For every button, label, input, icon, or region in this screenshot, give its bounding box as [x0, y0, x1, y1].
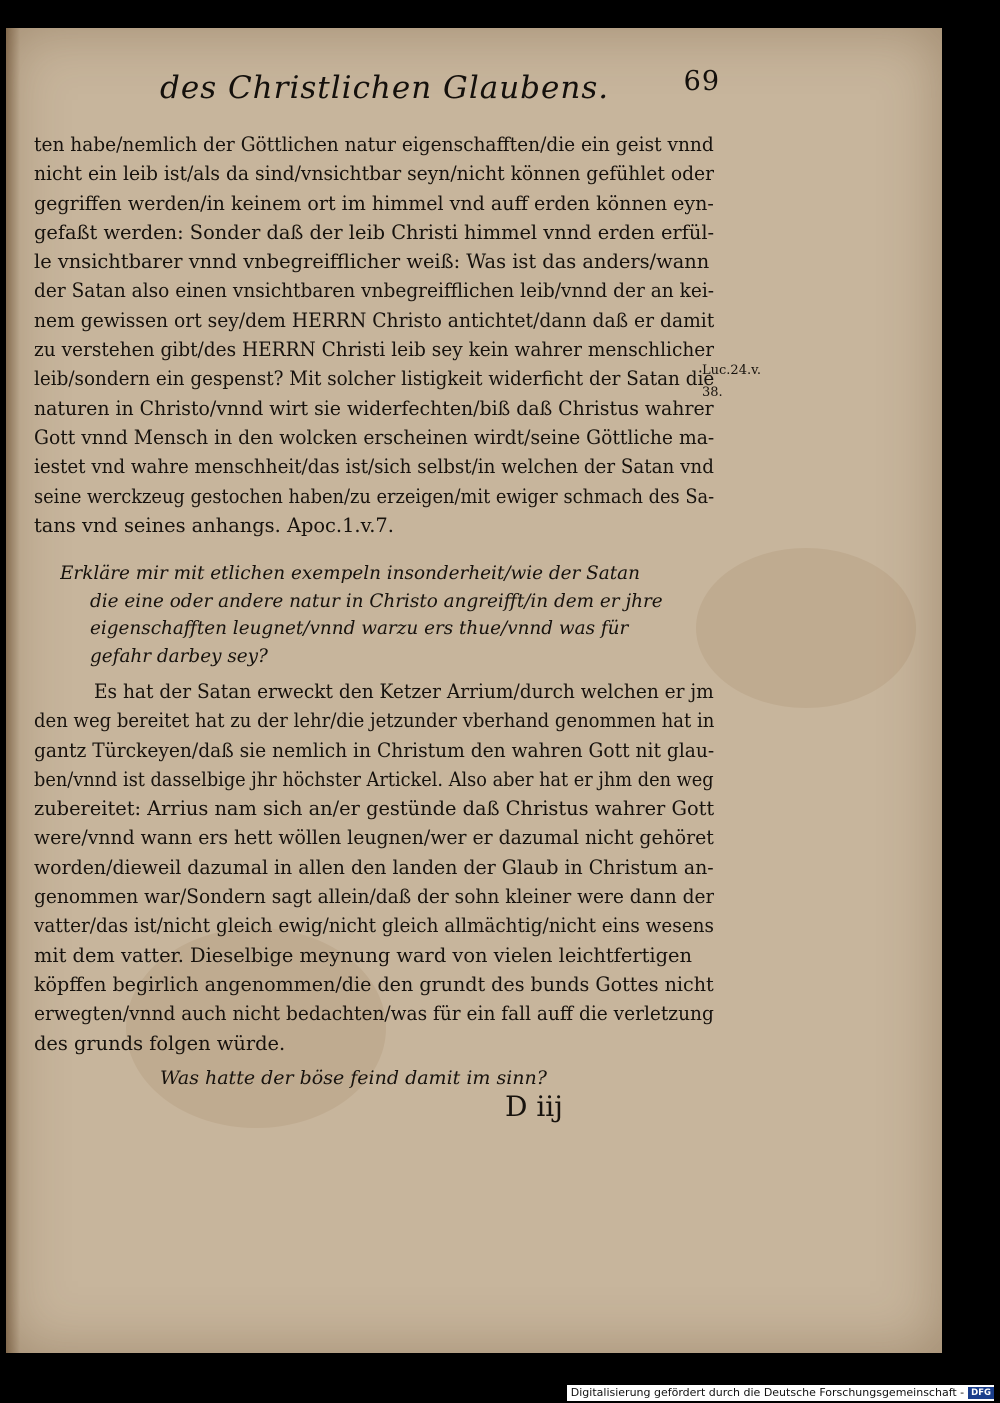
text-line: genommen war/Sondern sagt allein/daß der sohn kleiner were dann der [34, 885, 714, 909]
question-line: die eine oder andere natur in Christo angreifft/in dem er jhre [90, 590, 663, 612]
text-line: le vnsichtbarer vnnd vnbegreifflicher weiß: Was ist das anders/wann [34, 250, 710, 274]
paragraph-1 [34, 130, 714, 540]
signature-mark: D iij [505, 1090, 563, 1123]
text-line: den weg bereitet hat zu der lehr/die jetzunder vberhand genommen hat in [34, 709, 714, 733]
text-line: tans vnd seines anhangs. Apoc.1.v.7. [34, 513, 394, 537]
text-line: Gott vnnd Mensch in den wolcken erscheinen wirdt/seine Göttliche ma- [34, 425, 714, 449]
paragraph-2 [34, 677, 714, 1058]
text-line: zu verstehen gibt/des HERRN Christi leib sey kein wahrer menschlicher [34, 338, 714, 362]
question-line: Erkläre mir mit etlichen exempeln insonderheit/wie der Satan [60, 563, 640, 584]
question-heading-2: Was hatte der böse feind damit im sinn? [160, 1067, 547, 1089]
page-number: 69 [683, 66, 720, 97]
question-line: gefahr darbey sey? [90, 645, 268, 667]
text-line: leib/sondern ein gespenst? Mit solcher listigkeit widerficht der Satan die [34, 367, 714, 391]
paper-stain [696, 548, 916, 708]
text-line: ben/vnnd ist dasselbige jhr höchster Artickel. Also aber hat er jhm den weg [34, 767, 714, 791]
text-line: gantz Türckeyen/daß sie nemlich in Christum den wahren Gott nit glau- [34, 738, 714, 762]
margin-note [702, 360, 761, 404]
page-header [160, 66, 720, 116]
margin-note-line: 38. [702, 385, 723, 400]
text-line: zubereitet: Arrius nam sich an/er gestünde daß Christus wahrer Gott [34, 797, 714, 821]
text-line: seine werckzeug gestochen haben/zu erzeigen/mit ewiger schmach des Sa- [34, 484, 714, 508]
margin-note-line: Luc.24.v. [702, 363, 762, 378]
text-line: der Satan also einen vnsichtbaren vnbegreifflichen leib/vnnd der an kei- [34, 279, 714, 303]
text-line: iestet vnd wahre menschheit/das ist/sich selbst/in welchen der Satan vnd [34, 455, 714, 479]
text-line: gegriffen werden/in keinem ort im himmel vnd auff erden können eyn- [34, 191, 714, 215]
text-line: naturen in Christo/vnnd wirt sie widerfechten/biß daß Christus wahrer [34, 396, 714, 420]
text-line: nem gewissen ort sey/dem HERRN Christo antichtet/dann daß er damit [34, 308, 714, 332]
text-line: ten habe/nemlich der Göttlichen natur eigenschafften/die ein geist vnnd [34, 133, 714, 156]
question-heading [60, 560, 720, 670]
text-line: mit dem vatter. Dieselbige meynung ward von vielen leichtfertigen [34, 943, 692, 967]
dfg-logo: DFG [968, 1387, 994, 1399]
digitization-footer [567, 1385, 994, 1401]
text-line: erwegten/vnnd auch nicht bedachten/was für ein fall auff die verletzung [34, 1002, 714, 1026]
text-line: köpffen begirlich angenommen/die den grundt des bunds Gottes nicht [34, 972, 714, 996]
text-line: gefaßt werden: Sonder daß der leib Christi himmel vnnd erden erfül- [34, 220, 714, 244]
text-line: were/vnnd wann ers hett wöllen leugnen/wer er dazumal nicht gehöret [34, 826, 714, 850]
footer-text: Digitalisierung gefördert durch die Deutsche Forschungsgemeinschaft - [570, 1386, 965, 1399]
text-line: des grunds folgen würde. [34, 1031, 286, 1055]
text-line: worden/dieweil dazumal in allen den landen der Glaub in Christum an- [34, 855, 714, 879]
running-title: des Christlichen Glaubens. [160, 70, 610, 106]
text-line: nicht ein leib ist/als da sind/vnsichtbar seyn/nicht können gefühlet oder [34, 162, 714, 186]
text-line: vatter/das ist/nicht gleich ewig/nicht gleich allmächtig/nicht eins wesens [34, 914, 714, 938]
text-line: Es hat der Satan erweckt den Ketzer Arrium/durch welchen er jm [94, 680, 714, 703]
question-line: eigenschafften leugnet/vnnd warzu ers thue/vnnd was für [90, 618, 629, 639]
